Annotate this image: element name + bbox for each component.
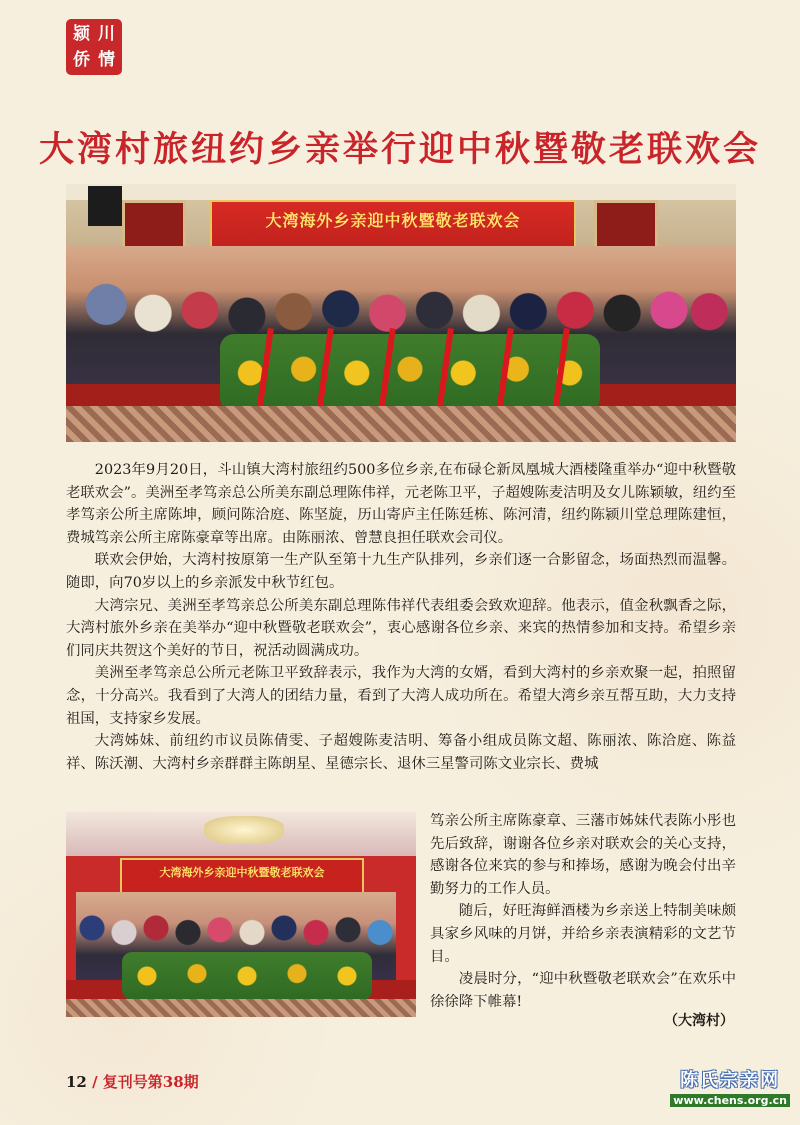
watermark-site-name: 陈氏宗亲网 <box>680 1070 781 1091</box>
paragraph-continuation: 笃亲公所主席陈豪章、三藩市姊妹代表陈小彤也先后致辞，谢谢各位乡亲对联欢会的关心支持，感谢各位来宾的参与和捧场，感谢为晚会付出辛勤努力的工作人员。 <box>430 813 736 897</box>
group-photo-secondary <box>66 812 416 1017</box>
carpet <box>66 406 736 442</box>
paragraph: 大湾宗兄、美洲至孝笃亲总公所美东副总理陈伟祥代表组委会致欢迎辞。他表示，值金秋飘香之际，大湾村旅外乡亲在美举办“迎中秋暨敬老联欢会”，衷心感谢各位乡亲、来宾的热情参加和支持。希望乡亲们同庆共贺这个美好的节日，祝活动圆满成功。 <box>66 597 736 659</box>
article-body-wrap <box>430 810 736 1013</box>
paragraph: 2023年9月20日，斗山镇大湾村旅纽约500多位乡亲,在布碌仑新凤凰城大酒楼隆重举办“迎中秋暨敬老联欢会”。美洲至孝笃亲总公所美东副总理陈伟祥，元老陈卫平，子超嫂陈麦洁明及女儿陈颖敏，纽约至孝笃亲公所主席陈坤，顾问陈洽庭、陈坚旋，历山寄庐主任陈廷栋、陈河清，纽约陈颍川堂总理陈建恒，费城笃亲公所主席陈豪章等出席。由陈丽浓、曾慧良担任联欢会司仪。 <box>66 462 736 546</box>
article-body <box>66 459 736 775</box>
event-banner-text: 大湾海外乡亲迎中秋暨敬老联欢会 <box>265 211 521 230</box>
article-signature: （大湾村） <box>664 1013 734 1029</box>
logo-char: 情 <box>98 50 115 70</box>
paragraph: 大湾姊妹、前纽约市议员陈倩雯、子超嫂陈麦洁明、筹备小组成员陈文超、陈丽浓、陈洽庭、陈益祥、陈沃潮、大湾村乡亲群群主陈朗星、星德宗长、退休三星警司陈文业宗长、费城 <box>66 733 736 772</box>
speaker-icon <box>88 186 122 226</box>
paragraph: 联欢会伊始，大湾村按原第一生产队至第十九生产队排列，乡亲们逐一合影留念，场面热烈而温馨。随即，向70岁以上的乡亲派发中秋节红包。 <box>66 552 736 591</box>
magazine-logo <box>66 19 122 75</box>
paragraph: 随后，好旺海鲜酒楼为乡亲送上特制美味颇具家乡风味的月饼，并给乡亲表演精彩的文艺节目。 <box>430 903 736 965</box>
paragraph: 美洲至孝笃亲总公所元老陈卫平致辞表示，我作为大湾的女婿，看到大湾村的乡亲欢聚一起，拍照留念，十分高兴。我看到了大湾人的团结力量，看到了大湾人成功所在。希望大湾乡亲互帮互助，大力支持祖国，支持家乡发展。 <box>66 665 736 727</box>
page-number: 12 <box>66 1073 87 1091</box>
group-photo-main <box>66 184 736 442</box>
carpet <box>66 999 416 1017</box>
watermark-url: www.chens.org.cn <box>670 1094 790 1107</box>
logo-char: 侨 <box>73 50 90 70</box>
event-banner-text: 大湾海外乡亲迎中秋暨敬老联欢会 <box>159 866 325 879</box>
issue-label: / 复刊号第38期 <box>92 1073 199 1091</box>
flower-baskets <box>220 334 600 412</box>
paragraph: 凌晨时分，“迎中秋暨敬老联欢会”在欢乐中徐徐降下帷幕! <box>430 971 736 1010</box>
photo-ceiling <box>66 184 736 200</box>
chandelier <box>204 816 284 844</box>
logo-char: 颍 <box>73 24 90 44</box>
logo-char: 川 <box>98 24 115 44</box>
article-title: 大湾村旅纽约乡亲举行迎中秋暨敬老联欢会 <box>38 129 761 170</box>
site-watermark <box>670 1066 790 1107</box>
flower-baskets <box>122 952 372 1000</box>
page-footer <box>66 1071 199 1092</box>
